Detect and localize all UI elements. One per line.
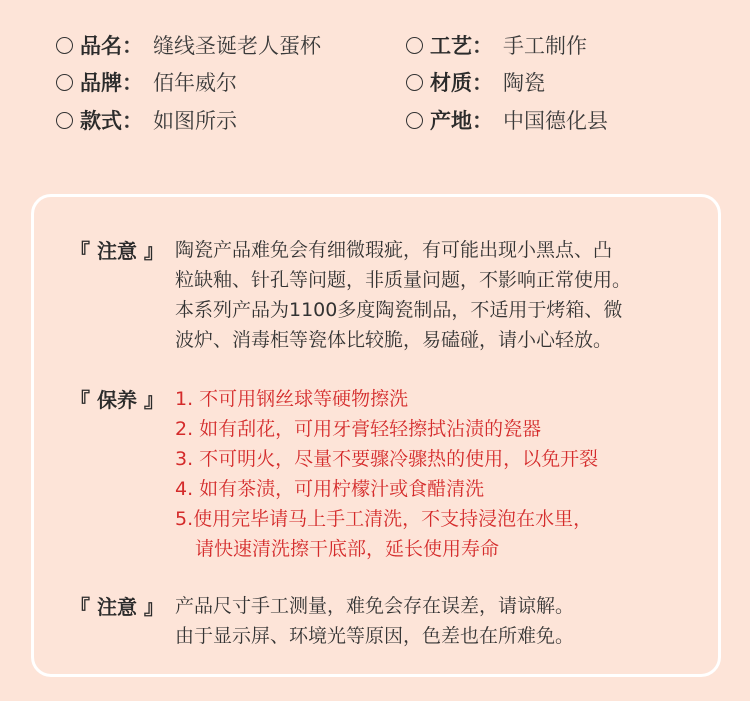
spec-label: 材质 <box>430 71 472 95</box>
circle-bullet-icon <box>56 74 73 91</box>
text-line: 产品尺寸手工测量，难免会存在误差，请谅解。 <box>175 595 575 617</box>
spec-value: 如图所示 <box>153 109 237 133</box>
product-specs <box>56 30 696 150</box>
care-item: 3. 不可明火，尽量不要骤冷骤热的使用，以免开裂 <box>175 448 599 470</box>
care-item: 1. 不可用钢丝球等硬物擦洗 <box>175 388 409 410</box>
spec-label: 品牌 <box>80 71 122 95</box>
section-tag: 『 注意 』 <box>70 239 164 263</box>
section-tag: 『 保养 』 <box>70 388 164 412</box>
spec-craft: 工艺 ： 手工制作 <box>406 30 587 60</box>
care-item: 5.使用完毕请马上手工清洗，不支持浸泡在水里， <box>175 508 593 530</box>
circle-bullet-icon <box>406 37 423 54</box>
spec-value: 陶瓷 <box>503 71 545 95</box>
section-body <box>175 384 695 564</box>
section-tag: 『 注意 』 <box>70 595 164 619</box>
spec-value: 佰年威尔 <box>153 71 237 95</box>
text-line: 陶瓷产品难免会有细微瑕疵，有可能出现小黑点、凸 <box>175 239 613 261</box>
text-line: 本系列产品为1100多度陶瓷制品，不适用于烤箱、微 <box>175 299 623 321</box>
text-line: 波炉、消毒柜等瓷体比较脆，易磕碰，请小心轻放。 <box>175 329 613 351</box>
spec-brand: 品牌 ： 佰年威尔 <box>56 67 237 97</box>
spec-label: 款式 <box>80 109 122 133</box>
circle-bullet-icon <box>406 74 423 91</box>
circle-bullet-icon <box>56 37 73 54</box>
section-body <box>175 235 695 355</box>
text-line: 粒缺釉、针孔等问题，非质量问题，不影响正常使用。 <box>175 269 632 291</box>
spec-value: 手工制作 <box>503 34 587 58</box>
spec-name: 品名 ： 缝线圣诞老人蛋杯 <box>56 30 321 60</box>
notice-card <box>31 194 721 677</box>
care-item: 4. 如有茶渍，可用柠檬汁或食醋清洗 <box>175 478 485 500</box>
care-item: 2. 如有刮花，可用牙膏轻轻擦拭沾渍的瓷器 <box>175 418 542 440</box>
spec-origin: 产地 ： 中国德化县 <box>406 105 608 135</box>
circle-bullet-icon <box>56 112 73 129</box>
text-line: 由于显示屏、环境光等原因，色差也在所难免。 <box>175 625 575 647</box>
spec-label: 产地 <box>430 109 472 133</box>
section-body <box>175 591 695 651</box>
spec-value: 中国德化县 <box>503 109 608 133</box>
spec-label: 品名 <box>80 34 122 58</box>
care-item-continuation: 请快速清洗擦干底部，延长使用寿命 <box>195 538 500 560</box>
spec-value: 缝线圣诞老人蛋杯 <box>153 34 321 58</box>
circle-bullet-icon <box>406 112 423 129</box>
spec-style: 款式 ： 如图所示 <box>56 105 237 135</box>
spec-label: 工艺 <box>430 34 472 58</box>
spec-material: 材质 ： 陶瓷 <box>406 67 545 97</box>
